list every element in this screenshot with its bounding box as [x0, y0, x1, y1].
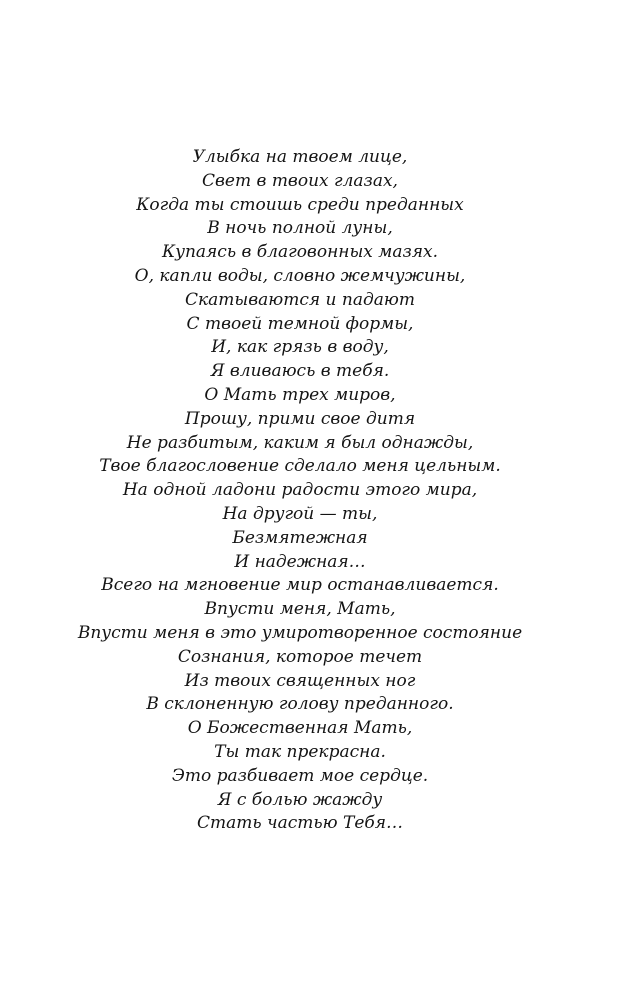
- poem-line: Не разбитым, каким я был однажды,: [126, 432, 474, 453]
- poem-line: Прошу, прими свое дитя: [184, 408, 416, 429]
- poem-line: Скатываются и падают: [185, 289, 415, 310]
- poem-line: Всего на мгновение мир останавливается.: [101, 575, 499, 596]
- poem-line: О, капли воды, словно жемчужины,: [134, 265, 466, 286]
- poem-line: Когда ты стоишь среди преданных: [136, 194, 464, 215]
- poem-line: Твое благословение сделало меня цельным.: [99, 456, 501, 477]
- poem-line: Я вливаюсь в тебя.: [210, 361, 390, 382]
- poem-line: И надежная…: [234, 551, 366, 572]
- poem-line: Сознания, которое течет: [177, 646, 423, 667]
- poem-line: О Божественная Мать,: [187, 718, 413, 739]
- poem-line: С твоей темной формы,: [186, 313, 414, 334]
- poem-line: Безмятежная: [232, 527, 368, 548]
- poem-line: В склоненную голову преданного.: [146, 694, 454, 715]
- poem-line: На другой — ты,: [222, 503, 378, 524]
- poem-line: Ты так прекрасна.: [214, 741, 386, 762]
- poem-line: Впусти меня в это умиротворенное состояние: [77, 622, 523, 643]
- poem-line: На одной ладони радости этого мира,: [122, 480, 478, 501]
- poem-line: Стать частью Тебя…: [196, 813, 404, 834]
- poem-line: Я с болью жажду: [217, 789, 383, 810]
- poem-line: Из твоих священных ног: [184, 670, 416, 691]
- poem-line: Впусти меня, Мать,: [204, 599, 396, 620]
- poem-line: В ночь полной луны,: [207, 218, 393, 239]
- poem-line: Это разбивает мое сердце.: [171, 765, 429, 786]
- poem-line: Улыбка на твоем лице,: [192, 147, 408, 167]
- poem-line: Свет в твоих глазах,: [202, 170, 398, 191]
- poem-line: Купаясь в благовонных мазях.: [161, 242, 439, 263]
- poem-line: И, как грязь в воду,: [211, 337, 389, 358]
- poem: [0, 146, 600, 836]
- poem-line: О Мать трех миров,: [204, 384, 396, 405]
